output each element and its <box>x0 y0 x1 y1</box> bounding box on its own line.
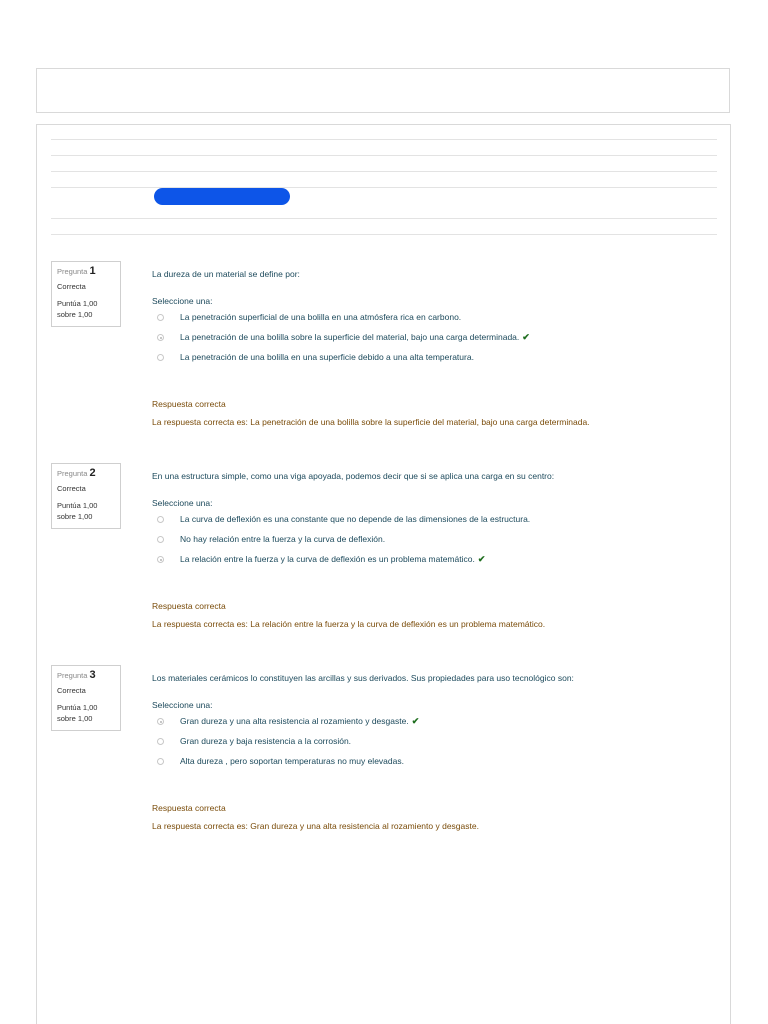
answer-option-selected[interactable] <box>152 554 722 574</box>
summary-row-divider <box>51 139 717 140</box>
option-label: La penetración de una bolilla en una superficie debido a una alta temperatura. <box>180 352 474 362</box>
option-label: Gran dureza y baja resistencia a la corrosión. <box>180 736 352 746</box>
answer-option[interactable] <box>152 756 722 776</box>
question-max-mark: sobre 1,00 <box>57 310 93 319</box>
answer-option[interactable] <box>152 352 722 372</box>
answer-options <box>152 312 722 372</box>
radio-button-selected[interactable] <box>157 718 164 725</box>
answer-prompt: Seleccione una: <box>152 700 213 710</box>
question-1 <box>37 261 732 451</box>
answer-option[interactable] <box>152 736 722 756</box>
check-icon: ✔ <box>477 554 486 564</box>
question-2 <box>37 463 732 653</box>
radio-button[interactable] <box>157 354 164 361</box>
answer-prompt: Seleccione una: <box>152 498 213 508</box>
answer-prompt: Seleccione una: <box>152 296 213 306</box>
question-max-mark: sobre 1,00 <box>57 512 93 521</box>
option-label: Gran dureza y una alta resistencia al rozamiento y desgaste. <box>180 716 409 726</box>
feedback-title: Respuesta correcta <box>152 803 226 813</box>
check-icon: ✔ <box>522 332 530 342</box>
answer-option[interactable] <box>152 312 722 332</box>
question-number: 2 <box>89 467 96 479</box>
answer-option[interactable] <box>152 534 722 554</box>
quiz-review-panel <box>36 124 731 1024</box>
answer-option[interactable] <box>152 514 722 534</box>
question-state: Correcta <box>57 484 86 493</box>
question-text: En una estructura simple, como una viga apoyada, podemos decir que si se aplica una carga en su centro: <box>152 471 555 481</box>
answer-option-selected[interactable] <box>152 716 722 736</box>
radio-button[interactable] <box>157 738 164 745</box>
feedback-block <box>152 601 722 629</box>
radio-button[interactable] <box>157 516 164 523</box>
question-info-box <box>51 665 121 731</box>
option-label: Alta dureza , pero soportan temperaturas no muy elevadas. <box>180 756 404 766</box>
summary-row-divider <box>51 218 717 219</box>
question-mark: Puntúa 1,00 <box>57 299 98 308</box>
radio-button-selected[interactable] <box>157 556 164 563</box>
question-info-box <box>51 261 121 327</box>
feedback-title: Respuesta correcta <box>152 399 226 409</box>
feedback-block <box>152 803 722 831</box>
feedback-title: Respuesta correcta <box>152 601 226 611</box>
summary-row-divider <box>51 187 717 188</box>
option-label: La curva de deflexión es una constante que no depende de las dimensiones de la estructura. <box>180 514 531 524</box>
question-state: Correcta <box>57 282 86 291</box>
check-icon: ✔ <box>411 716 420 726</box>
radio-button[interactable] <box>157 314 164 321</box>
right-answer: La respuesta correcta es: Gran dureza y una alta resistencia al rozamiento y desgaste. <box>152 821 479 831</box>
option-label: No hay relación entre la fuerza y la curva de deflexión. <box>180 534 386 544</box>
option-label: La penetración superficial de una bolilla en una atmósfera rica en carbono. <box>180 312 462 322</box>
question-max-mark: sobre 1,00 <box>57 714 93 723</box>
question-number: 1 <box>89 265 96 277</box>
question-info-box <box>51 463 121 529</box>
question-3 <box>37 665 732 855</box>
redacted-name-mark <box>154 188 290 205</box>
radio-button[interactable] <box>157 758 164 765</box>
summary-row-divider <box>51 234 717 235</box>
summary-row-divider <box>51 171 717 172</box>
option-label: La relación entre la fuerza y la curva de deflexión es un problema matemático. <box>180 554 475 564</box>
radio-button[interactable] <box>157 536 164 543</box>
question-label: Pregunta <box>57 671 88 680</box>
answer-options <box>152 716 722 776</box>
radio-button-selected[interactable] <box>157 334 164 341</box>
question-number: 3 <box>89 669 96 681</box>
summary-row-divider <box>51 155 717 156</box>
question-state: Correcta <box>57 686 86 695</box>
question-text: Los materiales cerámicos lo constituyen las arcillas y sus derivados. Sus propiedades para uso tecnológico son: <box>152 673 574 683</box>
header-panel <box>36 68 730 113</box>
feedback-block <box>152 399 722 427</box>
right-answer: La respuesta correcta es: La penetración de una bolilla sobre la superficie del material, bajo una carga determinada. <box>152 417 590 427</box>
option-label: La penetración de una bolilla sobre la superficie del material, bajo una carga determinada. <box>180 332 520 342</box>
question-mark: Puntúa 1,00 <box>57 703 98 712</box>
right-answer: La respuesta correcta es: La relación entre la fuerza y la curva de deflexión es un problema matemático. <box>152 619 546 629</box>
question-label: Pregunta <box>57 267 88 276</box>
answer-option-selected[interactable] <box>152 332 722 352</box>
question-text: La dureza de un material se define por: <box>152 269 300 279</box>
question-label: Pregunta <box>57 469 88 478</box>
answer-options <box>152 514 722 574</box>
question-mark: Puntúa 1,00 <box>57 501 98 510</box>
